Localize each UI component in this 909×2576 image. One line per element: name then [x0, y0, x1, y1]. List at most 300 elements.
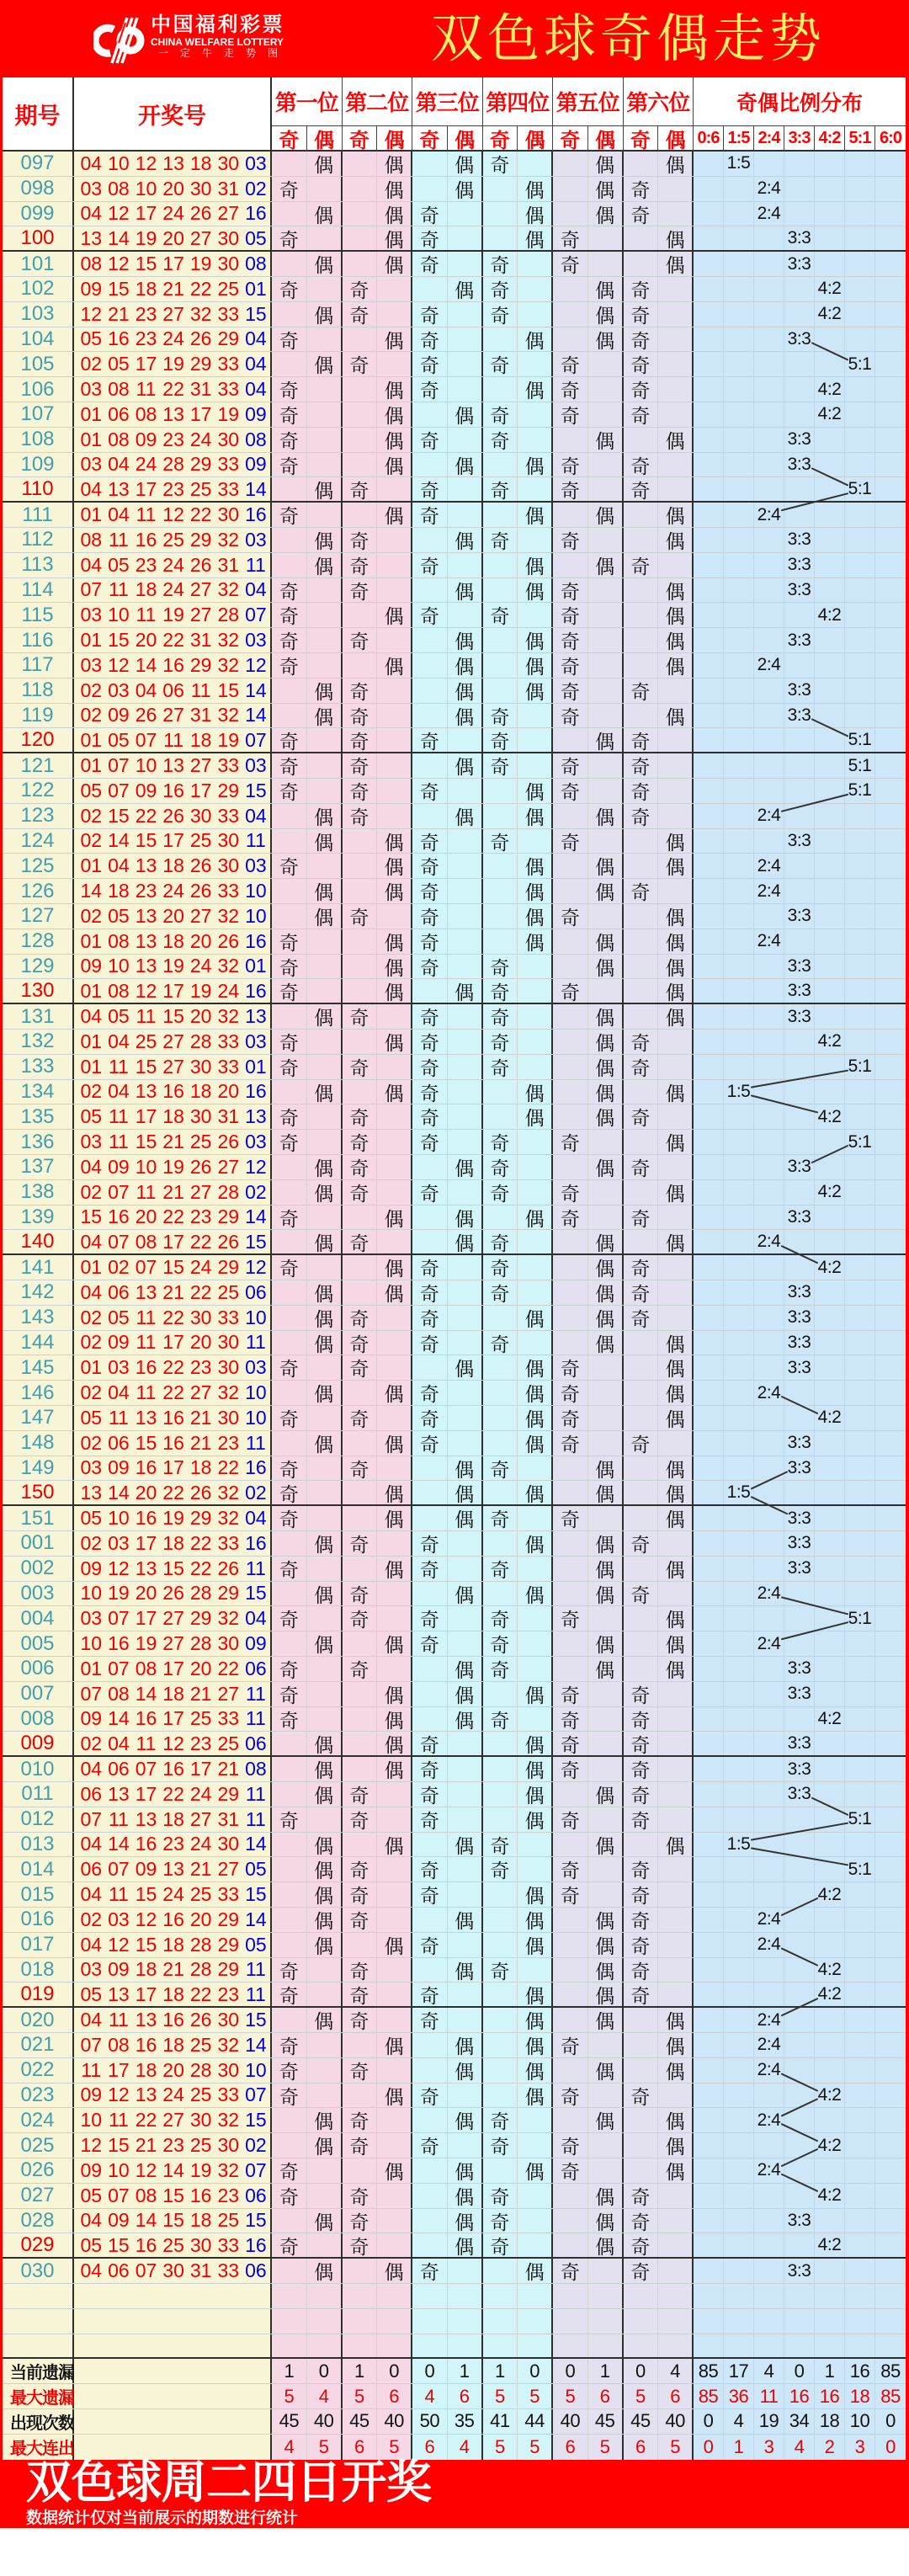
even-cell-position-3 — [448, 453, 483, 477]
odd-cell-position-2 — [343, 829, 378, 854]
red-ball: 33 — [217, 1030, 240, 1052]
draw-numbers — [74, 327, 272, 352]
even-cell-position-6 — [658, 202, 694, 226]
odd-cell-position-6 — [624, 1130, 659, 1154]
ratio-cell-4-2 — [815, 1381, 845, 1405]
ratio-cell-0-6 — [694, 1104, 724, 1129]
stat-value: 40 — [313, 2410, 334, 2432]
ratio-stat-cell — [724, 2359, 754, 2383]
red-ball: 16 — [135, 1707, 157, 1730]
even-cell-position-1 — [307, 1557, 343, 1581]
even-mark: 偶 — [454, 1658, 475, 1681]
even-mark: 偶 — [314, 2261, 334, 2284]
ratio-cell-0-6 — [694, 1206, 724, 1230]
odd-cell-position-2 — [343, 2008, 378, 2032]
red-ball: 20 — [162, 226, 184, 249]
odd-cell-position-6 — [624, 302, 659, 327]
red-ball: 03 — [80, 1131, 103, 1153]
even-cell-position-1 — [307, 879, 343, 903]
odd-cell-position-6 — [624, 1882, 659, 1907]
red-ball: 22 — [162, 1481, 184, 1504]
ratio-cell-2-4 — [754, 1331, 784, 1355]
red-ball: 17 — [135, 477, 157, 500]
even-mark: 偶 — [454, 279, 475, 301]
ratio-cell-2-4 — [754, 2108, 784, 2132]
odd-mark: 奇 — [419, 1408, 439, 1430]
even-cell-position-2 — [377, 779, 412, 803]
ratio-cell-3-3 — [784, 1757, 815, 1781]
red-ball: 27 — [189, 1180, 212, 1203]
odd-cell-position-6 — [624, 2209, 659, 2233]
issue-number: 023 — [3, 2084, 74, 2108]
issue-number: 104 — [3, 327, 74, 352]
stat-value: 0 — [885, 2410, 896, 2432]
odd-cell-position-2 — [343, 929, 378, 954]
odd-mark: 奇 — [630, 881, 651, 904]
odd-cell-position-5 — [553, 1657, 588, 1681]
draw-numbers — [74, 979, 272, 1003]
even-cell-position-2 — [377, 327, 412, 352]
ratio-cell-3-3 — [784, 1857, 815, 1881]
even-mark: 偶 — [314, 254, 334, 277]
ratio-cell-1-5 — [724, 704, 754, 728]
ratio-cell-6-0 — [875, 1557, 906, 1581]
odd-cell-position-4 — [483, 1306, 518, 1330]
even-cell-position-4 — [518, 979, 553, 1003]
red-ball: 32 — [217, 1607, 240, 1630]
red-ball: 08 — [108, 428, 130, 450]
odd-mark: 奇 — [349, 2211, 369, 2233]
even-mark: 偶 — [454, 1358, 475, 1381]
ratio-cell-3-3 — [784, 477, 815, 501]
red-ball: 33 — [217, 378, 240, 401]
even-mark: 偶 — [595, 279, 615, 301]
ratio-cell-5-1 — [845, 955, 875, 979]
even-cell-position-1 — [307, 1206, 343, 1230]
odd-cell-position-3 — [412, 1280, 448, 1305]
ratio-cell-3-3 — [784, 1004, 815, 1029]
ratio-cell-2-4 — [754, 1557, 784, 1581]
odd-mark: 奇 — [560, 2035, 580, 2057]
even-cell-position-3 — [448, 1557, 483, 1581]
ratio-cell-1-5 — [724, 1355, 754, 1380]
odd-cell-position-3 — [412, 1104, 448, 1129]
odd-cell-position-2 — [343, 1080, 378, 1104]
red-ball: 10 — [135, 1155, 157, 1178]
even-mark: 偶 — [665, 1458, 685, 1481]
table-row — [3, 352, 906, 377]
even-cell-position-5 — [588, 955, 624, 979]
odd-cell-position-4 — [483, 1381, 518, 1405]
column-header-position-2: 第二位 — [343, 77, 413, 126]
ratio-cell-6-0 — [875, 704, 906, 728]
ratio-cell-2-4 — [754, 302, 784, 327]
red-ball: 27 — [189, 578, 212, 601]
red-ball: 17 — [135, 1531, 157, 1554]
red-ball: 24 — [162, 202, 184, 225]
red-ball: 16 — [108, 327, 130, 350]
odd-cell-position-6 — [624, 1958, 659, 1983]
odd-mark: 奇 — [419, 380, 439, 402]
draw-numbers — [74, 728, 272, 752]
ratio-cell-1-5 — [724, 1331, 754, 1355]
ratio-mark: 3:3 — [787, 454, 811, 474]
odd-mark: 奇 — [279, 1684, 299, 1706]
ratio-cell-5-1 — [845, 252, 875, 276]
odd-cell-position-2 — [343, 1406, 378, 1430]
issue-number: 020 — [3, 2008, 74, 2032]
draw-numbers — [74, 1807, 272, 1832]
odd-mark: 奇 — [490, 304, 510, 327]
odd-cell-position-1 — [272, 1230, 307, 1253]
odd-mark: 奇 — [279, 1107, 299, 1130]
odd-cell-position-3 — [412, 453, 448, 477]
red-ball: 26 — [135, 704, 157, 726]
odd-cell-position-6 — [624, 1004, 659, 1029]
red-ball: 29 — [217, 1933, 240, 1956]
even-cell-position-1 — [307, 1255, 343, 1280]
even-cell-position-3 — [448, 1732, 483, 1755]
draw-numbers — [74, 1757, 272, 1781]
table-row — [3, 1807, 906, 1833]
red-ball: 01 — [80, 854, 103, 877]
ratio-cell-4-2 — [815, 2209, 845, 2233]
ratio-cell-6-0 — [875, 553, 906, 577]
ratio-cell-6-0 — [875, 2209, 906, 2233]
red-ball: 27 — [189, 904, 212, 927]
ratio-cell-4-2 — [815, 628, 845, 652]
blue-ball: 04 — [245, 804, 267, 827]
draw-numbers — [74, 1557, 272, 1581]
odd-cell-position-3 — [412, 1582, 448, 1606]
table-row — [3, 1104, 906, 1130]
red-ball: 33 — [217, 477, 240, 500]
odd-cell-position-2 — [343, 2158, 378, 2183]
odd-cell-position-1 — [272, 2384, 307, 2408]
even-cell-position-4 — [518, 1757, 553, 1781]
red-ball: 28 — [189, 1933, 212, 1956]
subheader-odd-position-1: 奇 — [272, 126, 307, 152]
statistics-note: 数据统计仅对当前展示的期数进行统计 — [26, 2509, 299, 2527]
even-mark: 偶 — [595, 1984, 615, 2007]
ratio-cell-0-6 — [694, 1631, 724, 1656]
even-cell-position-6 — [658, 1882, 694, 1907]
even-cell-position-1 — [307, 1531, 343, 1556]
red-ball: 28 — [189, 1958, 212, 1981]
odd-mark: 奇 — [279, 2085, 299, 2108]
odd-cell-position-4 — [483, 1230, 518, 1253]
red-ball: 13 — [108, 1782, 130, 1805]
even-cell-position-1 — [307, 327, 343, 352]
ratio-cell-0-6 — [694, 1431, 724, 1456]
odd-cell-position-3 — [412, 1707, 448, 1732]
odd-cell-position-4 — [483, 1355, 518, 1380]
odd-mark: 奇 — [630, 178, 651, 201]
odd-cell-position-1 — [272, 453, 307, 477]
ratio-cell-2-4 — [754, 904, 784, 929]
even-cell-position-3 — [448, 2033, 483, 2057]
odd-cell-position-5 — [553, 477, 588, 501]
odd-cell-position-5 — [553, 1882, 588, 1907]
odd-cell-position-6 — [624, 753, 659, 778]
ratio-mark: 3:3 — [787, 1282, 811, 1302]
even-cell-position-3 — [448, 1456, 483, 1481]
even-cell-position-5 — [588, 2409, 624, 2434]
odd-cell-position-2 — [343, 804, 378, 828]
red-ball: 03 — [80, 177, 103, 200]
odd-mark: 奇 — [279, 856, 299, 879]
even-cell-position-3 — [448, 779, 483, 803]
red-ball: 16 — [162, 1908, 184, 1930]
ratio-cell-5-1 — [845, 804, 875, 828]
issue-number: 132 — [3, 1030, 74, 1054]
even-cell-position-1 — [307, 2309, 343, 2334]
ratio-cell-6-0 — [875, 1080, 906, 1104]
odd-cell-position-6 — [624, 779, 659, 803]
even-mark: 偶 — [454, 2235, 475, 2258]
odd-cell-position-3 — [412, 728, 448, 752]
ratio-stat-cell — [875, 2384, 906, 2408]
ratio-mark: 3:3 — [787, 1307, 811, 1328]
even-cell-position-6 — [658, 1757, 694, 1781]
even-cell-position-1 — [307, 1481, 343, 1504]
ratio-cell — [754, 2334, 784, 2358]
issue-number: 139 — [3, 1206, 74, 1230]
ratio-mark: 5:1 — [848, 755, 872, 775]
even-cell-position-3 — [448, 804, 483, 828]
blue-ball: 16 — [245, 979, 267, 1002]
odd-mark: 奇 — [560, 1433, 580, 1456]
ratio-cell-6-0 — [875, 2158, 906, 2183]
red-ball: 04 — [80, 553, 103, 576]
ratio-cell-4-2 — [815, 1481, 845, 1504]
odd-cell-position-5 — [553, 929, 588, 954]
odd-mark: 奇 — [349, 2010, 369, 2033]
odd-mark: 奇 — [349, 1458, 369, 1481]
odd-mark: 奇 — [419, 1733, 439, 1756]
ratio-cell-3-3 — [784, 1055, 815, 1079]
odd-mark: 奇 — [419, 1984, 439, 2007]
blue-ball: 11 — [245, 553, 266, 576]
red-ball: 12 — [135, 152, 157, 174]
even-cell-position-4 — [518, 2058, 553, 2083]
even-mark: 偶 — [595, 1583, 615, 1606]
blue-ball: 04 — [245, 353, 267, 375]
odd-cell-position-1 — [272, 653, 307, 678]
even-mark: 偶 — [314, 1885, 334, 1908]
ratio-cell-0-6 — [694, 1481, 724, 1504]
odd-mark: 奇 — [419, 354, 439, 377]
odd-mark: 奇 — [630, 780, 651, 803]
red-ball: 30 — [217, 2134, 240, 2157]
odd-mark: 奇 — [419, 831, 439, 854]
even-cell-position-3 — [448, 352, 483, 376]
even-cell-position-1 — [307, 1130, 343, 1154]
odd-mark: 奇 — [419, 1784, 439, 1807]
ratio-cell-1-5 — [724, 553, 754, 577]
odd-cell-position-2 — [343, 1707, 378, 1732]
even-cell-position-2 — [377, 1707, 412, 1732]
table-row — [3, 553, 906, 578]
ratio-cell-2-4 — [754, 553, 784, 577]
ratio-stat-cell — [815, 2435, 845, 2460]
odd-cell-position-1 — [272, 1707, 307, 1732]
red-ball: 30 — [189, 1105, 212, 1128]
ratio-cell-1-5 — [724, 1682, 754, 1706]
stat-value: 50 — [419, 2410, 440, 2432]
ratio-cell-4-2 — [815, 1732, 845, 1755]
odd-mark: 奇 — [349, 1358, 369, 1381]
odd-mark: 奇 — [630, 1583, 651, 1606]
odd-cell-position-1 — [272, 528, 307, 552]
blue-ball: 11 — [245, 1707, 266, 1730]
red-ball: 33 — [217, 1707, 240, 1730]
even-mark: 偶 — [454, 530, 475, 552]
ratio-cell-3-3 — [784, 1833, 815, 1857]
ratio-cell-5-1 — [845, 1882, 875, 1907]
even-cell-position-6 — [658, 1206, 694, 1230]
odd-cell-position-6 — [624, 1757, 659, 1781]
odd-cell-position-2 — [343, 1657, 378, 1681]
ratio-cell-0-6 — [694, 628, 724, 652]
red-ball: 16 — [189, 2184, 212, 2206]
odd-mark: 奇 — [279, 1358, 299, 1381]
ratio-cell-0-6 — [694, 1557, 724, 1581]
red-ball: 17 — [108, 2058, 130, 2081]
red-ball: 02 — [80, 1331, 103, 1354]
blue-ball: 11 — [245, 1782, 266, 1805]
red-ball: 26 — [217, 929, 240, 952]
odd-cell-position-6 — [624, 1180, 659, 1205]
red-ball: 11 — [108, 1883, 129, 1906]
blue-ball: 04 — [245, 327, 267, 350]
odd-mark: 奇 — [279, 1509, 299, 1531]
even-cell-position-2 — [377, 1481, 412, 1504]
even-cell-position-3 — [448, 2184, 483, 2208]
ratio-cell-2-4 — [754, 1807, 784, 1832]
odd-cell-position-4 — [483, 753, 518, 778]
even-cell-position-6 — [658, 2409, 694, 2434]
even-cell-position-1 — [307, 1933, 343, 1957]
odd-cell-position-2 — [343, 704, 378, 728]
odd-cell-position-2 — [343, 1230, 378, 1253]
even-cell-position-6 — [658, 2084, 694, 2108]
even-mark: 偶 — [454, 580, 475, 603]
even-cell-position-2 — [377, 1255, 412, 1280]
ratio-cell-2-4 — [754, 1206, 784, 1230]
odd-cell-position-1 — [272, 979, 307, 1003]
even-mark: 偶 — [314, 705, 334, 728]
ratio-stat-cell — [875, 2409, 906, 2434]
column-header-position-6: 第六位 — [624, 77, 694, 126]
odd-mark: 奇 — [490, 2136, 510, 2158]
odd-cell-position-5 — [553, 2084, 588, 2108]
ratio-stat-cell — [784, 2384, 815, 2408]
even-cell-position-5 — [588, 1882, 624, 1907]
red-ball: 02 — [80, 353, 103, 375]
odd-cell-position-1 — [272, 1456, 307, 1481]
odd-cell-position-6 — [624, 1206, 659, 1230]
ratio-cell-5-1 — [845, 2008, 875, 2032]
even-cell-position-2 — [377, 528, 412, 552]
even-cell-position-4 — [518, 327, 553, 352]
table-row — [3, 1030, 906, 1055]
odd-cell-position-1 — [272, 704, 307, 728]
red-ball: 14 — [108, 226, 130, 249]
ratio-cell-3-3 — [784, 1206, 815, 1230]
odd-cell-position-4 — [483, 854, 518, 878]
red-ball: 06 — [80, 1858, 103, 1881]
ratio-cell-6-0 — [875, 1155, 906, 1179]
even-mark: 偶 — [314, 1007, 334, 1030]
odd-cell-position-3 — [412, 879, 448, 903]
red-ball: 16 — [135, 528, 157, 551]
ratio-cell-6-0 — [875, 1682, 906, 1706]
ratio-cell-4-2 — [815, 804, 845, 828]
stat-value: 45 — [594, 2410, 615, 2432]
even-cell-position-6 — [658, 1431, 694, 1456]
table-row — [3, 503, 906, 528]
subheader-ratio-1-5: 1:5 — [724, 126, 754, 152]
ratio-cell-1-5 — [724, 2008, 754, 2032]
ratio-mark: 4:2 — [817, 2235, 842, 2255]
even-cell-position-5 — [588, 1481, 624, 1504]
even-cell-position-6 — [658, 1983, 694, 2006]
red-ball: 05 — [108, 728, 130, 751]
red-ball: 09 — [80, 2084, 103, 2106]
red-ball: 25 — [189, 1707, 212, 1730]
odd-mark: 奇 — [279, 1458, 299, 1481]
ratio-cell-2-4 — [754, 1381, 784, 1405]
table-row — [3, 277, 906, 302]
even-cell-position-6 — [658, 1055, 694, 1079]
odd-cell-position-1 — [272, 1732, 307, 1755]
ratio-stat-cell — [845, 2359, 875, 2383]
even-cell-position-2 — [377, 1355, 412, 1380]
even-cell-position-3 — [448, 728, 483, 752]
ratio-cell-0-6 — [694, 453, 724, 477]
issue-number: 024 — [3, 2108, 74, 2132]
odd-cell-position-3 — [412, 1908, 448, 1932]
odd-mark: 奇 — [630, 806, 651, 828]
table-row — [3, 578, 906, 604]
ratio-cell-3-3 — [784, 1331, 815, 1355]
ratio-mark: 3:3 — [787, 830, 811, 850]
ratio-mark: 2:4 — [757, 1909, 781, 1929]
even-cell-position-3 — [448, 1933, 483, 1957]
even-cell-position-5 — [588, 377, 624, 402]
red-ball: 21 — [162, 277, 184, 300]
even-cell-position-1 — [307, 1180, 343, 1205]
red-ball: 04 — [108, 453, 130, 476]
even-mark: 偶 — [665, 1333, 685, 1355]
ratio-cell-2-4 — [754, 327, 784, 352]
ratio-cell-0-6 — [694, 679, 724, 703]
red-ball: 32 — [217, 704, 240, 726]
red-ball: 11 — [108, 1807, 129, 1830]
red-ball: 17 — [162, 979, 184, 1002]
even-cell-position-6 — [658, 2259, 694, 2283]
red-ball: 19 — [135, 1632, 157, 1655]
odd-cell-position-6 — [624, 2309, 659, 2334]
ratio-cell-3-3 — [784, 929, 815, 954]
odd-mark: 奇 — [419, 1609, 439, 1631]
even-cell-position-1 — [307, 1857, 343, 1881]
odd-cell-position-5 — [553, 428, 588, 452]
red-ball: 01 — [80, 1256, 103, 1279]
even-mark: 偶 — [595, 956, 615, 979]
odd-mark: 奇 — [279, 1031, 299, 1054]
